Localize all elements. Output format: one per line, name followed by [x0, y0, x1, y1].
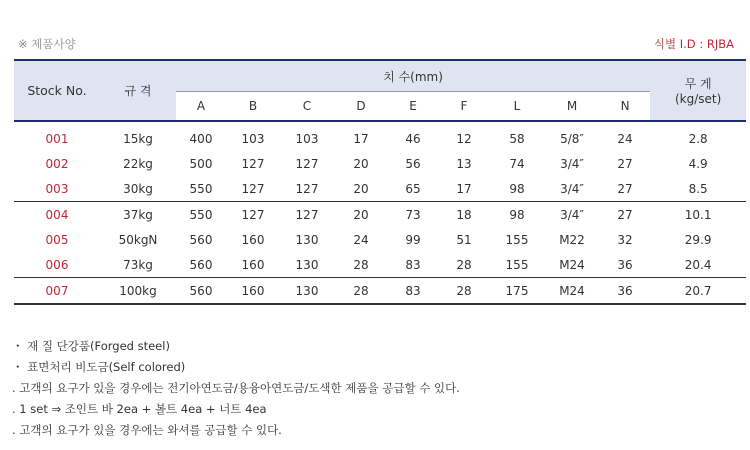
column-header-m: M: [544, 92, 600, 122]
column-header-n: N: [600, 92, 650, 122]
section-title: ※ 제품사양: [18, 37, 76, 51]
dim-m-cell: 5/8″: [560, 131, 584, 146]
dim-b-cell: 127: [226, 176, 280, 202]
weight-cell: 10.1: [684, 207, 712, 222]
dim-b-cell: 103: [241, 131, 265, 146]
spec-cell: 37kg: [123, 207, 153, 222]
column-header-b: B: [226, 92, 280, 122]
dim-a-cell: 550: [176, 176, 226, 202]
dim-e-cell: 46: [405, 131, 421, 146]
dim-d-cell: 28: [334, 252, 388, 278]
dim-e-cell: 99: [405, 232, 421, 247]
weight-cell: 29.9: [684, 232, 712, 247]
dim-d-cell: 20: [353, 156, 369, 171]
dim-l-cell: 98: [509, 207, 525, 222]
stock-no-cell: 005: [45, 232, 69, 247]
dim-f-cell: 28: [438, 278, 490, 305]
dim-a-cell: 500: [189, 156, 213, 171]
dim-b-cell: 160: [226, 252, 280, 278]
dim-d-cell: 20: [334, 176, 388, 202]
column-header-a: A: [176, 92, 226, 122]
table-header: [14, 60, 746, 121]
dim-n-cell: 36: [600, 252, 650, 278]
dim-c-cell: 130: [280, 252, 334, 278]
dim-b-cell: 127: [241, 207, 265, 222]
dim-f-cell: 17: [438, 176, 490, 202]
dim-l-cell: 175: [490, 278, 544, 305]
stock-no-cell: 006: [14, 252, 100, 278]
weight-header: [650, 60, 746, 121]
dim-c-cell: 127: [280, 176, 334, 202]
stock-no-cell: 003: [14, 176, 100, 202]
dim-m-cell: M24: [544, 252, 600, 278]
dim-l-cell: 155: [505, 232, 529, 247]
spec-cell: 30kg: [100, 176, 176, 202]
note-surface-treatment: ・ 표면처리 비도금(Self colored): [12, 360, 186, 374]
column-header-l: L: [490, 92, 544, 122]
weight-cell: 8.5: [650, 176, 746, 202]
dim-f-cell: 13: [456, 156, 472, 171]
dim-c-cell: 127: [295, 156, 319, 171]
dim-n-cell: 27: [600, 176, 650, 202]
column-header-d: D: [334, 92, 388, 122]
dim-a-cell: 560: [176, 252, 226, 278]
dim-b-cell: 160: [226, 278, 280, 305]
table-row: [14, 252, 746, 278]
dim-l-cell: 58: [509, 131, 525, 146]
spec-header: 규 격: [100, 60, 176, 121]
dim-d-cell: 24: [353, 232, 369, 247]
dim-n-cell: 27: [617, 156, 633, 171]
weight-cell: 20.4: [650, 252, 746, 278]
note-set-composition: . 1 set ⇒ 조인트 바 2ea + 볼트 4ea + 너트 4ea: [12, 402, 267, 416]
dim-a-cell: 560: [189, 232, 213, 247]
note-plating-option: . 고객의 요구가 있을 경우에는 전기아연도금/용융아연도금/도색한 제품을 공급할 수 있다.: [12, 381, 460, 395]
dim-m-cell: M22: [559, 232, 585, 247]
dim-m-cell: 3/4″: [560, 156, 584, 171]
stock-no-header: Stock No.: [14, 60, 100, 121]
table-row: [14, 278, 746, 305]
spec-cell: 22kg: [123, 156, 153, 171]
table-row: [14, 121, 746, 151]
spec-cell: 100kg: [100, 278, 176, 305]
dim-f-cell: 18: [456, 207, 472, 222]
dim-d-cell: 28: [334, 278, 388, 305]
dim-l-cell: 98: [490, 176, 544, 202]
dim-e-cell: 83: [388, 278, 438, 305]
spec-table: [14, 59, 746, 305]
column-header-e: E: [388, 92, 438, 122]
dim-n-cell: 27: [617, 207, 633, 222]
spec-id-label: 식별 I.D : RJBA: [653, 37, 734, 51]
dim-l-cell: 155: [490, 252, 544, 278]
stock-no-cell: 007: [14, 278, 100, 305]
dim-m-cell: M24: [544, 278, 600, 305]
spec-cell: 15kg: [123, 131, 153, 146]
dim-f-cell: 51: [456, 232, 472, 247]
dim-e-cell: 83: [388, 252, 438, 278]
note-material: ・ 재 질 단강품(Forged steel): [12, 339, 170, 353]
stock-no-cell: 002: [45, 156, 69, 171]
dim-n-cell: 32: [617, 232, 633, 247]
dim-e-cell: 65: [388, 176, 438, 202]
weight-header-label: 무 게: [684, 77, 712, 91]
dim-c-cell: 130: [280, 278, 334, 305]
dim-a-cell: 400: [189, 131, 213, 146]
dim-m-cell: 3/4″: [560, 207, 584, 222]
note-washer-option: . 고객의 요구가 있을 경우에는 와셔를 공급할 수 있다.: [12, 423, 282, 437]
table-row: [14, 176, 746, 202]
top-bar: [14, 36, 736, 54]
dim-m-cell: 3/4″: [544, 176, 600, 202]
table-row: [14, 227, 746, 252]
weight-header-unit: (kg/set): [674, 92, 722, 106]
dim-e-cell: 56: [405, 156, 421, 171]
spec-cell: 73kg: [100, 252, 176, 278]
dim-b-cell: 127: [241, 156, 265, 171]
stock-no-cell: 001: [45, 131, 69, 146]
dim-l-cell: 74: [509, 156, 525, 171]
dim-n-cell: 24: [617, 131, 633, 146]
dim-a-cell: 560: [176, 278, 226, 305]
dim-e-cell: 73: [405, 207, 421, 222]
stock-no-cell: 004: [45, 207, 69, 222]
table-body: [14, 121, 746, 304]
weight-cell: 4.9: [688, 156, 708, 171]
dimensions-header: 치 수(mm): [176, 60, 650, 92]
dim-d-cell: 17: [353, 131, 369, 146]
dim-c-cell: 127: [295, 207, 319, 222]
dim-a-cell: 550: [189, 207, 213, 222]
spec-cell: 50kgN: [118, 232, 158, 247]
dim-d-cell: 20: [353, 207, 369, 222]
column-header-f: F: [438, 92, 490, 122]
dim-c-cell: 103: [295, 131, 319, 146]
notes-list: [12, 336, 460, 441]
dim-f-cell: 28: [438, 252, 490, 278]
weight-cell: 2.8: [688, 131, 708, 146]
dim-b-cell: 160: [241, 232, 265, 247]
weight-cell: 20.7: [650, 278, 746, 305]
dim-c-cell: 130: [295, 232, 319, 247]
table-row: [14, 202, 746, 228]
column-header-c: C: [280, 92, 334, 122]
dim-n-cell: 36: [600, 278, 650, 305]
dim-f-cell: 12: [456, 131, 472, 146]
table-row: [14, 151, 746, 176]
